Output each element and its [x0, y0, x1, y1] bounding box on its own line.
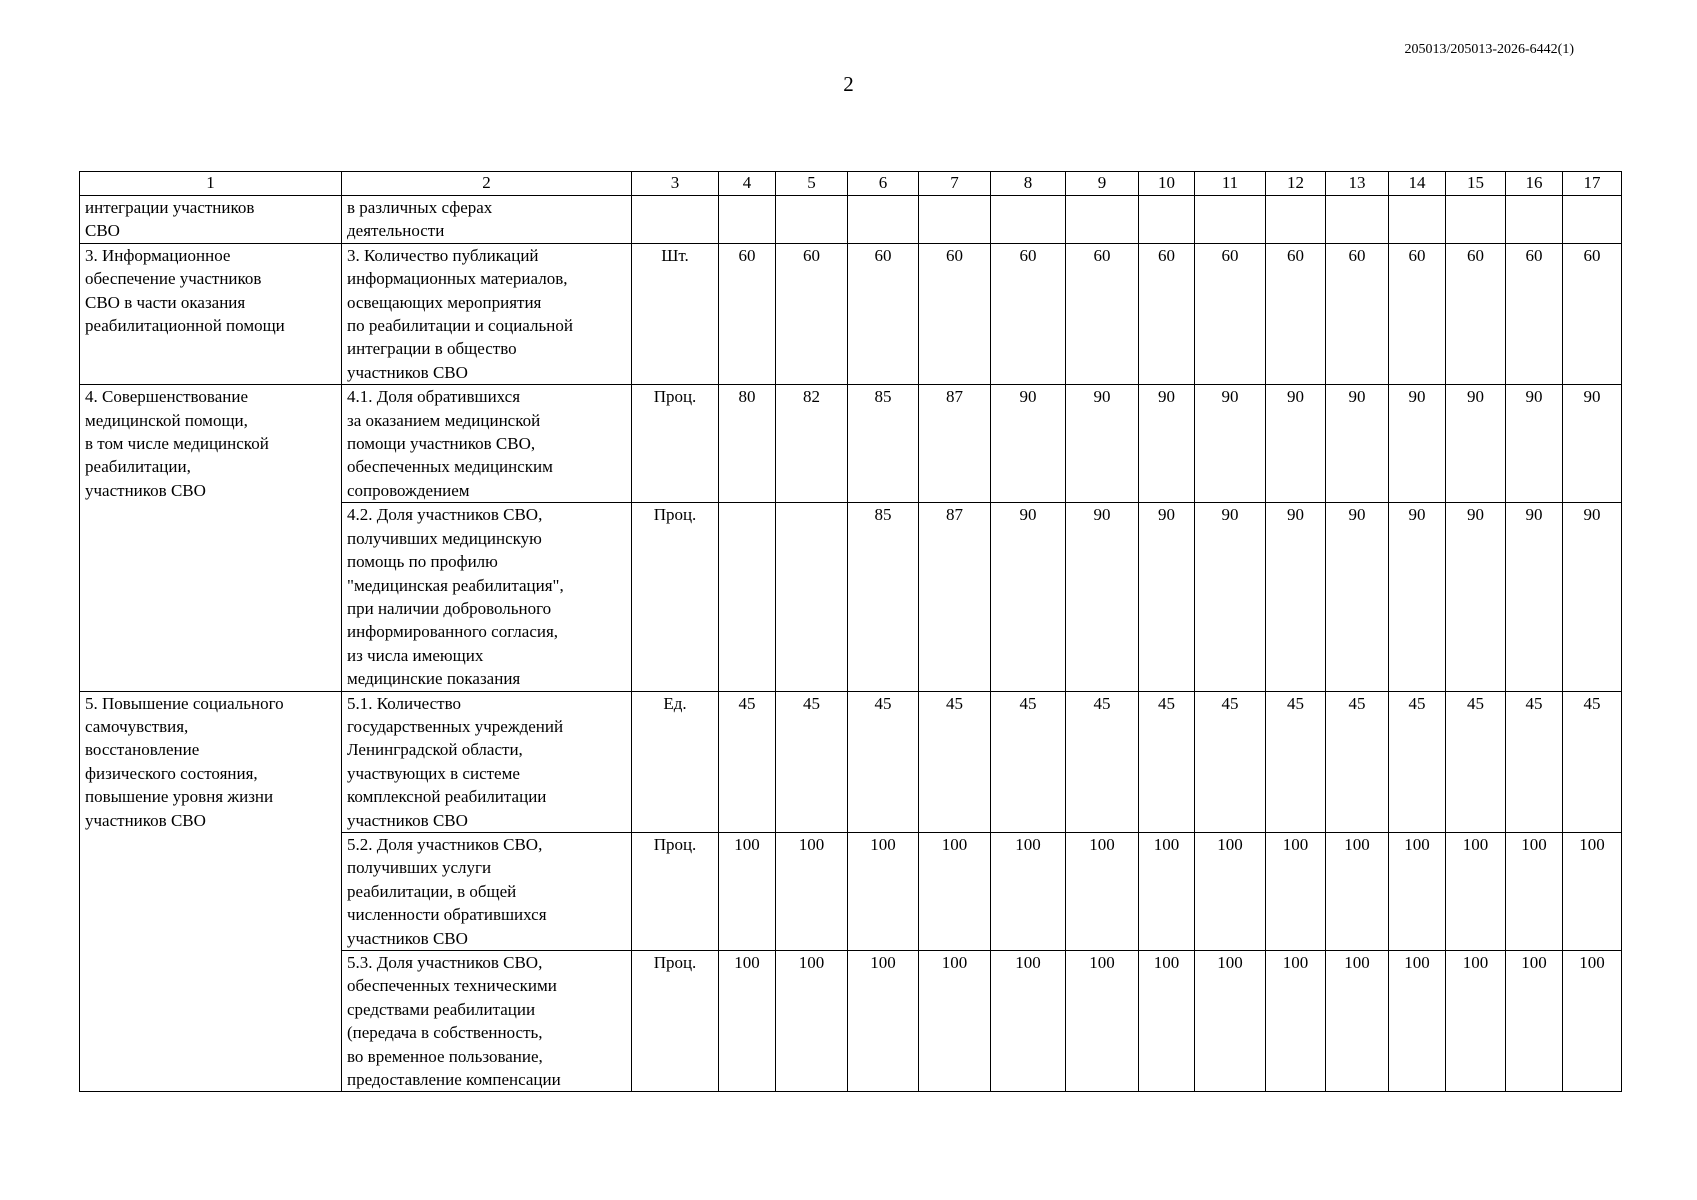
value-cell: 100 — [1563, 832, 1622, 950]
value-cell: 60 — [719, 243, 776, 384]
value-cell — [1446, 196, 1506, 244]
value-cell: 90 — [991, 503, 1066, 691]
value-cell: 45 — [1326, 691, 1389, 832]
value-cell — [1389, 196, 1446, 244]
table-row — [80, 385, 1622, 503]
value-cell: 100 — [1066, 832, 1139, 950]
value-cell — [776, 503, 848, 691]
value-cell: 60 — [1266, 243, 1326, 384]
value-cell: 60 — [919, 243, 991, 384]
value-cell: 100 — [919, 832, 991, 950]
value-cell: 90 — [1446, 385, 1506, 503]
value-cell: 45 — [1446, 691, 1506, 832]
value-cell: 90 — [1326, 503, 1389, 691]
value-cell — [1563, 196, 1622, 244]
table-row — [80, 243, 1622, 384]
value-cell: 100 — [1139, 951, 1195, 1092]
value-cell: 90 — [1506, 385, 1563, 503]
column-header: 1 — [80, 172, 342, 196]
value-cell — [848, 196, 919, 244]
value-cell: 60 — [1326, 243, 1389, 384]
unit-cell: Проц. — [632, 832, 719, 950]
value-cell: 45 — [1389, 691, 1446, 832]
indicator-cell — [342, 832, 632, 950]
page-number: 2 — [843, 72, 854, 96]
unit-cell: Ед. — [632, 691, 719, 832]
task-text: интеграции участников СВО — [85, 198, 255, 241]
value-cell: 100 — [848, 832, 919, 950]
table-row — [80, 691, 1622, 832]
value-cell: 100 — [1563, 951, 1622, 1092]
value-cell: 90 — [1389, 503, 1446, 691]
unit-cell — [632, 196, 719, 244]
value-cell: 60 — [991, 243, 1066, 384]
column-header: 16 — [1506, 172, 1563, 196]
value-cell: 45 — [719, 691, 776, 832]
value-cell: 45 — [1266, 691, 1326, 832]
value-cell: 45 — [919, 691, 991, 832]
value-cell: 90 — [1195, 385, 1266, 503]
value-cell: 100 — [1326, 951, 1389, 1092]
value-cell: 100 — [1139, 832, 1195, 950]
task-text: 4. Совершенствование медицинской помощи, в том числе медицинской реабилитации, участников СВО — [85, 387, 269, 500]
value-cell: 100 — [776, 951, 848, 1092]
task-text: 5. Повышение социального самочувствия, восстановление физического состояния, повышение уровня жизни участников СВО — [85, 693, 284, 830]
indicator-text: 5.1. Количество государственных учреждений Ленинградской области, участвующих в системе комплексной реабилитации участников СВО — [347, 693, 564, 830]
value-cell: 60 — [1446, 243, 1506, 384]
value-cell: 90 — [1266, 503, 1326, 691]
value-cell — [1266, 196, 1326, 244]
indicator-text: 5.2. Доля участников СВО, получивших услуги реабилитации, в общей численности обратившихся участников СВО — [347, 834, 547, 948]
value-cell: 100 — [919, 951, 991, 1092]
value-cell: 60 — [1066, 243, 1139, 384]
column-header: 8 — [991, 172, 1066, 196]
value-cell: 87 — [919, 503, 991, 691]
value-cell: 90 — [1266, 385, 1326, 503]
value-cell: 90 — [1326, 385, 1389, 503]
indicator-text: 4.2. Доля участников СВО, получивших медицинскую помощь по профилю "медицинская реабилитация", при наличии добровольного информированного согласия, из числа имеющих медицинские показания — [347, 505, 564, 689]
column-header: 2 — [342, 172, 632, 196]
value-cell: 60 — [1139, 243, 1195, 384]
value-cell: 100 — [1506, 832, 1563, 950]
value-cell — [991, 196, 1066, 244]
value-cell: 45 — [1066, 691, 1139, 832]
value-cell: 45 — [848, 691, 919, 832]
task-cell — [80, 196, 342, 244]
indicator-text: 4.1. Доля обратившихся за оказанием медицинской помощи участников СВО, обеспеченных медицинским сопровождением — [347, 387, 553, 500]
value-cell: 100 — [991, 951, 1066, 1092]
value-cell: 60 — [848, 243, 919, 384]
indicator-cell — [342, 385, 632, 503]
value-cell: 85 — [848, 503, 919, 691]
value-cell: 100 — [1389, 832, 1446, 950]
indicator-text: 5.3. Доля участников СВО, обеспеченных техническими средствами реабилитации (передача в собственность, во временное пользование, предоставление компенсации — [347, 953, 561, 1090]
value-cell: 90 — [1506, 503, 1563, 691]
value-cell: 90 — [1139, 503, 1195, 691]
value-cell — [1195, 196, 1266, 244]
column-header: 4 — [719, 172, 776, 196]
value-cell: 100 — [1266, 951, 1326, 1092]
value-cell — [776, 196, 848, 244]
value-cell: 90 — [1446, 503, 1506, 691]
value-cell — [1066, 196, 1139, 244]
indicator-text: 3. Количество публикаций информационных материалов, освещающих мероприятия по реабилитации и социальной интеграции в общество участников СВО — [347, 245, 573, 382]
value-cell — [1326, 196, 1389, 244]
task-cell — [80, 385, 342, 691]
column-header: 6 — [848, 172, 919, 196]
table-row — [80, 196, 1622, 244]
value-cell: 100 — [991, 832, 1066, 950]
column-header: 10 — [1139, 172, 1195, 196]
value-cell — [919, 196, 991, 244]
value-cell: 45 — [1195, 691, 1266, 832]
value-cell: 100 — [1326, 832, 1389, 950]
value-cell: 100 — [1446, 951, 1506, 1092]
value-cell: 100 — [1446, 832, 1506, 950]
value-cell: 100 — [1506, 951, 1563, 1092]
value-cell: 45 — [776, 691, 848, 832]
value-cell: 90 — [1389, 385, 1446, 503]
value-cell — [719, 196, 776, 244]
indicator-cell — [342, 951, 632, 1092]
value-cell: 80 — [719, 385, 776, 503]
value-cell: 85 — [848, 385, 919, 503]
column-header: 15 — [1446, 172, 1506, 196]
column-header: 9 — [1066, 172, 1139, 196]
value-cell: 87 — [919, 385, 991, 503]
value-cell: 100 — [848, 951, 919, 1092]
value-cell — [719, 503, 776, 691]
value-cell — [1139, 196, 1195, 244]
header-row — [80, 172, 1622, 196]
indicator-cell — [342, 243, 632, 384]
task-text: 3. Информационное обеспечение участников СВО в части оказания реабилитационной помощи — [85, 245, 285, 336]
value-cell: 60 — [1563, 243, 1622, 384]
value-cell: 60 — [1195, 243, 1266, 384]
value-cell: 82 — [776, 385, 848, 503]
value-cell: 45 — [991, 691, 1066, 832]
unit-cell: Проц. — [632, 503, 719, 691]
value-cell — [1506, 196, 1563, 244]
unit-cell: Проц. — [632, 951, 719, 1092]
value-cell: 90 — [1563, 385, 1622, 503]
value-cell: 100 — [719, 951, 776, 1092]
task-cell — [80, 243, 342, 384]
value-cell: 60 — [776, 243, 848, 384]
indicator-text: в различных сферах деятельности — [347, 198, 493, 241]
value-cell: 60 — [1389, 243, 1446, 384]
column-header: 14 — [1389, 172, 1446, 196]
task-cell — [80, 691, 342, 1092]
column-header: 11 — [1195, 172, 1266, 196]
value-cell: 100 — [1266, 832, 1326, 950]
value-cell: 90 — [1139, 385, 1195, 503]
value-cell: 90 — [1563, 503, 1622, 691]
value-cell: 45 — [1563, 691, 1622, 832]
column-header: 17 — [1563, 172, 1622, 196]
indicator-cell — [342, 691, 632, 832]
indicator-cell — [342, 196, 632, 244]
value-cell: 90 — [991, 385, 1066, 503]
value-cell: 100 — [776, 832, 848, 950]
indicators-table — [79, 171, 1622, 1092]
column-header: 12 — [1266, 172, 1326, 196]
document-id: 205013/205013-2026-6442(1) — [1404, 42, 1574, 57]
value-cell: 90 — [1066, 385, 1139, 503]
value-cell: 60 — [1506, 243, 1563, 384]
column-header: 5 — [776, 172, 848, 196]
value-cell: 100 — [1195, 832, 1266, 950]
column-header: 13 — [1326, 172, 1389, 196]
unit-cell: Шт. — [632, 243, 719, 384]
value-cell: 100 — [719, 832, 776, 950]
value-cell: 90 — [1195, 503, 1266, 691]
indicator-cell — [342, 503, 632, 691]
value-cell: 45 — [1139, 691, 1195, 832]
value-cell: 90 — [1066, 503, 1139, 691]
value-cell: 100 — [1195, 951, 1266, 1092]
column-header: 7 — [919, 172, 991, 196]
value-cell: 100 — [1389, 951, 1446, 1092]
value-cell: 100 — [1066, 951, 1139, 1092]
column-header: 3 — [632, 172, 719, 196]
unit-cell: Проц. — [632, 385, 719, 503]
value-cell: 45 — [1506, 691, 1563, 832]
